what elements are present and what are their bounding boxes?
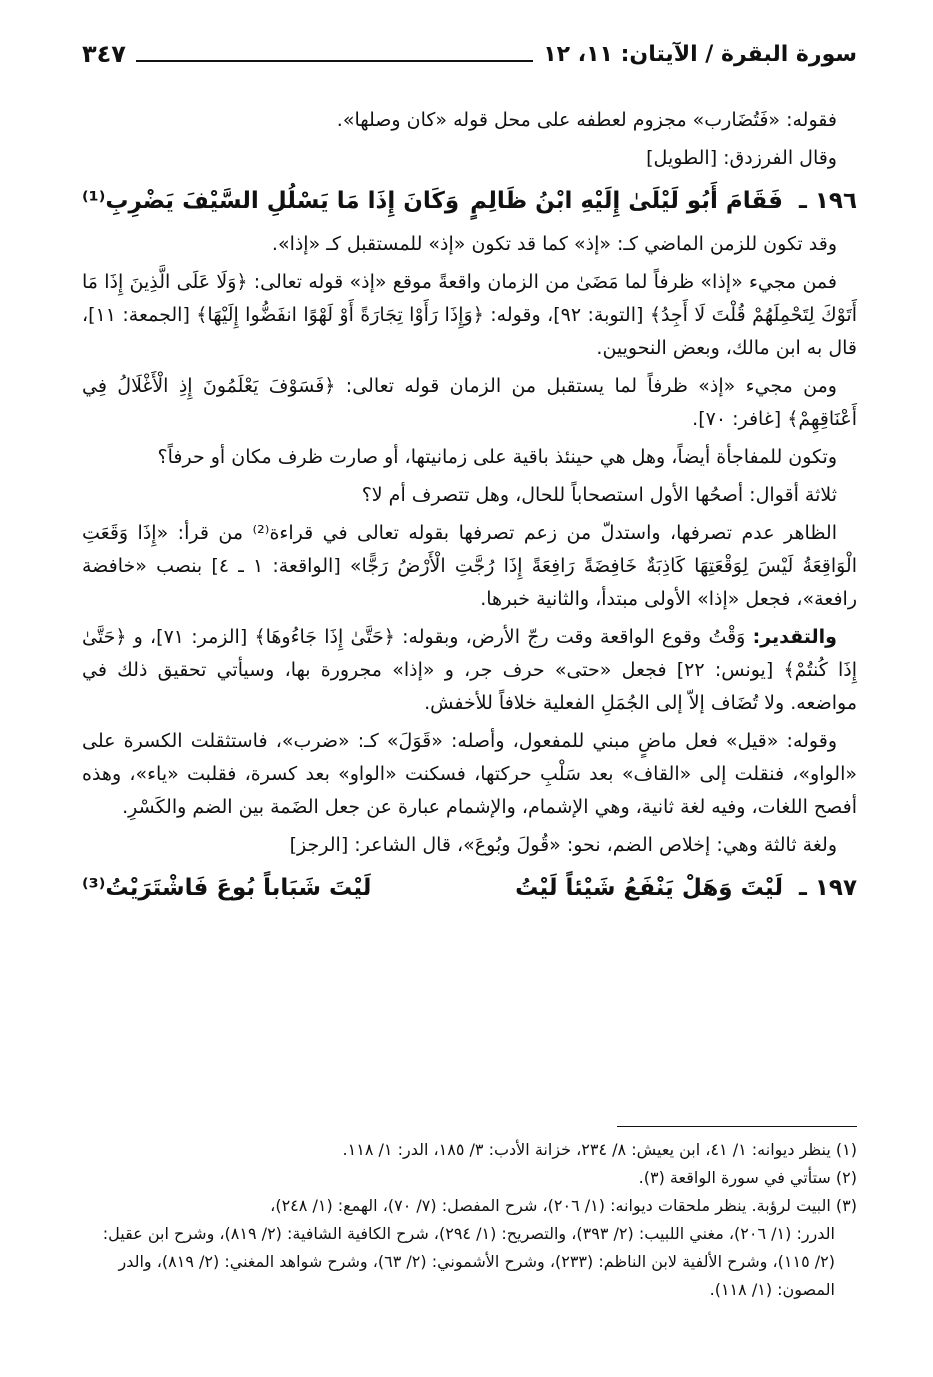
paragraph-8: الظاهر عدم تصرفها، واستدلّ من زعم تصرفها بقوله تعالى في قراءة⁽²⁾ من قرأ: «إِذَا وَقَعَتِ الْوَاقِعَةُ لَيْسَ لِوَقْعَتِهَا كَاذِبَةٌ خَافِضَةً رَافِعَةً إِذَا رُجَّتِ الْأَرْضُ رَجًّا» [الواقعة: ١ ـ ٤] بنصب «خافضة رافعة»، فجعل «إذا» الأولى مبتدأ، والثانية خبرها.	[82, 522, 857, 610]
paragraph-3: وقد تكون للزمن الماضي كـ: «إذ» كما قد تكون «إذ» للمستقبل كـ «إذا».	[271, 233, 837, 255]
footnote-1: (١) ينظر ديوانه: ١/ ٤١، ابن يعيش: ٨/ ٢٣٤، خزانة الأدب: ٣/ ١٨٥، الدر: ١/ ١١٨.	[342, 1140, 857, 1159]
page-number: ٣٤٧	[82, 40, 126, 68]
paragraph-9-lead: والتقدير:	[752, 626, 837, 648]
verse-196-sadr: فَقَامَ أَبُو لَيْلَىٰ إِلَيْهِ ابْنُ ظَالِمٍ	[470, 188, 783, 214]
footnote-2: (٢) ستأتي في سورة الواقعة (٣).	[638, 1168, 857, 1187]
paragraph-11: ولغة ثالثة وهي: إخلاص الضم، نحو: «قُولَ وبُوعَ»، قال الشاعر: [الرجز]	[289, 834, 837, 856]
verse-196	[82, 180, 857, 222]
paragraph-1: فقوله: «فَتُضَارب» مجزوم لعطفه على محل قوله «كان وصلها».	[336, 109, 837, 131]
paragraph-5: ومن مجيء «إذ» ظرفاً لما يستقبل من الزمان قوله تعالى: ﴿فَسَوْفَ يَعْلَمُونَ إِذِ الْأَغْلَالُ فِي أَعْنَاقِهِمْ﴾ [غافر: ٧٠].	[82, 375, 857, 430]
verse-197	[82, 867, 857, 909]
paragraph-9-text: وَقْتُ وقوع الواقعة وقت رجّ الأرض، وبقوله: ﴿حَتَّىٰ إِذَا جَاءُوهَا﴾ [الزمر: ٧١]، و ﴿حَتَّىٰ إِذَا كُنتُمْ﴾ [يونس: ٢٢] فجعل «حتى» حرف جر، و «إذا» مجرورة بها، وسيأتي تحقيق ذلك في مواضعه. ولا تُضَاف إلاّ إلى الجُمَلِ الفعلية خلافاً للأخفش.	[82, 626, 858, 714]
paragraph-4: فمن مجيء «إذا» ظرفاً لما مَضَىٰ من الزمان واقعةً موقع «إذ» قوله تعالى: ﴿وَلَا عَلَى الَّذِينَ إِذَا مَا أَتَوْكَ لِتَحْمِلَهُمْ قُلْتَ لَا أَجِدُ﴾ [التوبة: ٩٢]، وقوله: ﴿وَإِذَا رَأَوْا تِجَارَةً أَوْ لَهْوًا انفَضُّوا إِلَيْهَا﴾ [الجمعة: ١١]، قال به ابن مالك، وبعض النحويين.	[82, 271, 857, 359]
header-rule	[136, 60, 533, 62]
verse-196-first-hemistich	[470, 180, 857, 222]
running-title: سورة البقرة / الآيتان: ١١، ١٢	[543, 41, 857, 67]
footnote-3-continued: الدرر: (١/ ٢٠٦)، مغني اللبيب: (٢/ ٣٩٣)، والتصريح: (١/ ٢٩٤)، شرح الكافية الشافية: (٢/ ٨١٩)، وشرح ابن عقيل: (٢/ ١١٥)، وشرح الألفية لابن الناظم: (٢٣٣)، وشرح الأشموني: (٢/ ٦٣)، وشرح شواهد المغني: (٢/ ٨١٩)، والدر المصون: (١/ ١١٨).	[102, 1224, 835, 1299]
footnote-3: (٣) البيت لرؤبة. ينظر ملحقات ديوانه: (١/ ٢٠٦)، شرح المفصل: (٧/ ٧٠)، الهمع: (١/ ٢٤٨)،	[270, 1196, 857, 1215]
paragraph-2: وقال الفرزدق: [الطويل]	[646, 147, 837, 169]
paragraph-9	[82, 621, 857, 720]
paragraph-6: وتكون للمفاجأة أيضاً، وهل هي حينئذ باقية على زمانيتها، أو صارت ظرف مكان أو حرفاً؟	[157, 446, 837, 468]
paragraph-10: وقوله: «قيل» فعل ماضٍ مبني للمفعول، وأصله: «قَوَلَ» كـ: «ضرب»، فاستثقلت الكسرة على «الواو»، فنقلت إلى «القاف» بعد سَلْبِ حركتها، فسكنت «الواو» بعد كسرة، فقلبت «ياء»، وهذه أفصح اللغات، وفيه لغة ثانية، وهي الإشمام، والإشمام عبارة عن جعل الضَمة بين الضم والكَسْرِ.	[82, 730, 857, 818]
footnote-separator	[617, 1126, 857, 1127]
verse-197-first-hemistich	[515, 867, 857, 909]
verse-196-number: ١٩٦ ـ	[799, 188, 857, 214]
verse-197-sadr: لَيْتَ وَهَلْ يَنْفَعُ شَيْئاً لَيْتُ	[515, 875, 783, 901]
verse-196-ajuz: وَكَانَ إِذَا مَا يَسْلُلِ السَّيْفَ يَضْرِبِ⁽¹⁾	[82, 188, 460, 214]
verse-197-ajuz: لَيْتَ شَبَاباً بُوعَ فَاشْتَرَيْتُ⁽³⁾	[82, 875, 372, 901]
paragraph-7: ثلاثة أقوال: أصحُها الأول استصحاباً للحال، وهل تتصرف أم لا؟	[361, 484, 837, 506]
footnotes	[82, 1136, 857, 1304]
main-text	[82, 104, 857, 915]
verse-197-number: ١٩٧ ـ	[799, 875, 857, 901]
page-header	[82, 34, 857, 74]
